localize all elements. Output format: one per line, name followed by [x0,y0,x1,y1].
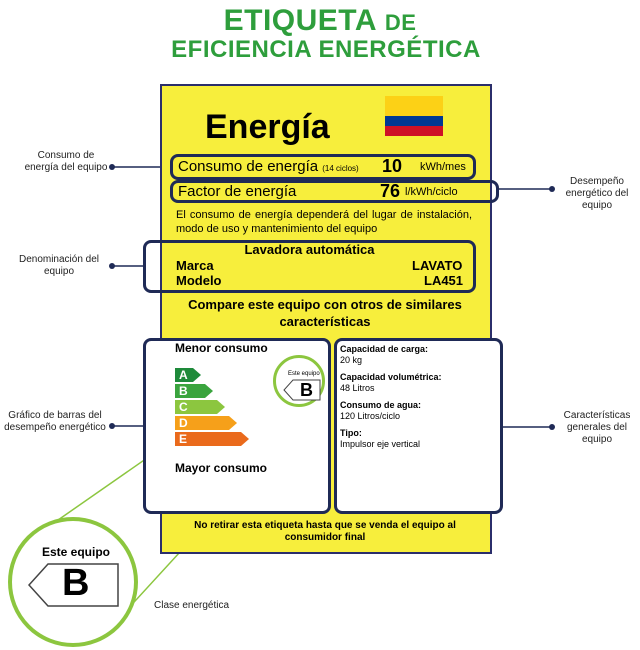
class-bar-b: B [175,384,205,398]
spec-value: 120 Litros/ciclo [340,411,401,421]
anno-clase: Clase energética [154,600,230,611]
spec-label: Capacidad de carga: [340,344,429,354]
consumo-label: Consumo de energía (14 ciclos) [178,158,359,175]
class-bar-tip-a [193,368,201,382]
page-title-line2: EFICIENCIA ENERGÉTICA [171,36,481,63]
marker-class: B [300,380,313,400]
modelo-label: Modelo [176,273,222,288]
spec-label: Consumo de agua: [340,400,422,410]
zoom-class: B [62,562,90,604]
title-main: ETIQUETA [223,4,376,37]
factor-value: 76 [380,181,401,201]
class-bar-tip-d [229,416,237,430]
modelo-value: LA451 [424,273,464,288]
equipo-type: Lavadora automática [244,242,375,257]
anno-caracteristicas: Características generales del equipo [563,410,631,445]
marker-este-equipo: Este equipo [288,371,320,377]
class-bar-c: C [175,400,217,414]
title-small: DE [384,10,417,35]
zoom-este-equipo: Este equipo [42,545,111,559]
compare-text: Compare este equipo con otros de similares características [188,297,462,329]
spec-value: Impulsor eje vertical [340,439,421,449]
marca-label: Marca [176,258,214,273]
spec-value: 48 Litros [340,383,375,393]
class-bar-d: D [175,416,229,430]
consumo-unit: kWh/mes [420,161,466,173]
mayor-consumo: Mayor consumo [175,461,268,475]
consumo-cycles: (14 ciclos) [322,164,359,173]
marca-value: LAVATO [412,258,463,273]
colombia-flag [385,96,443,136]
menor-consumo: Menor consumo [175,341,268,355]
spec-value: 20 kg [340,355,363,365]
specs-list [340,344,495,456]
energia-heading: Energía [205,108,330,146]
anno-denominacion: Denominación del equipo [18,254,100,277]
factor-label: Factor de energía [178,183,297,200]
class-bar-tip-b [205,384,213,398]
consumo-value: 10 [382,156,403,176]
label-footer: No retirar esta etiqueta hasta que se venda el equipo al consumidor final [194,520,456,543]
consumption-note: El consumo de energía dependerá del lugar de instalación, modo de uso y mantenimiento del equipo [176,209,472,235]
spec-label: Tipo: [340,428,362,438]
anno-consumo: Consumo de energía del equipo [24,150,108,173]
class-bar-a: A [175,368,193,382]
anno-desempeno: Desempeño energético del equipo [565,176,629,211]
spec-label: Capacidad volumétrica: [340,372,442,382]
class-bar-e: E [175,432,241,446]
anno-grafico: Gráfico de barras del desempeño energético [4,410,106,433]
class-bar-tip-e [241,432,249,446]
class-bar-tip-c [217,400,225,414]
factor-unit: l/kWh/ciclo [405,186,458,198]
